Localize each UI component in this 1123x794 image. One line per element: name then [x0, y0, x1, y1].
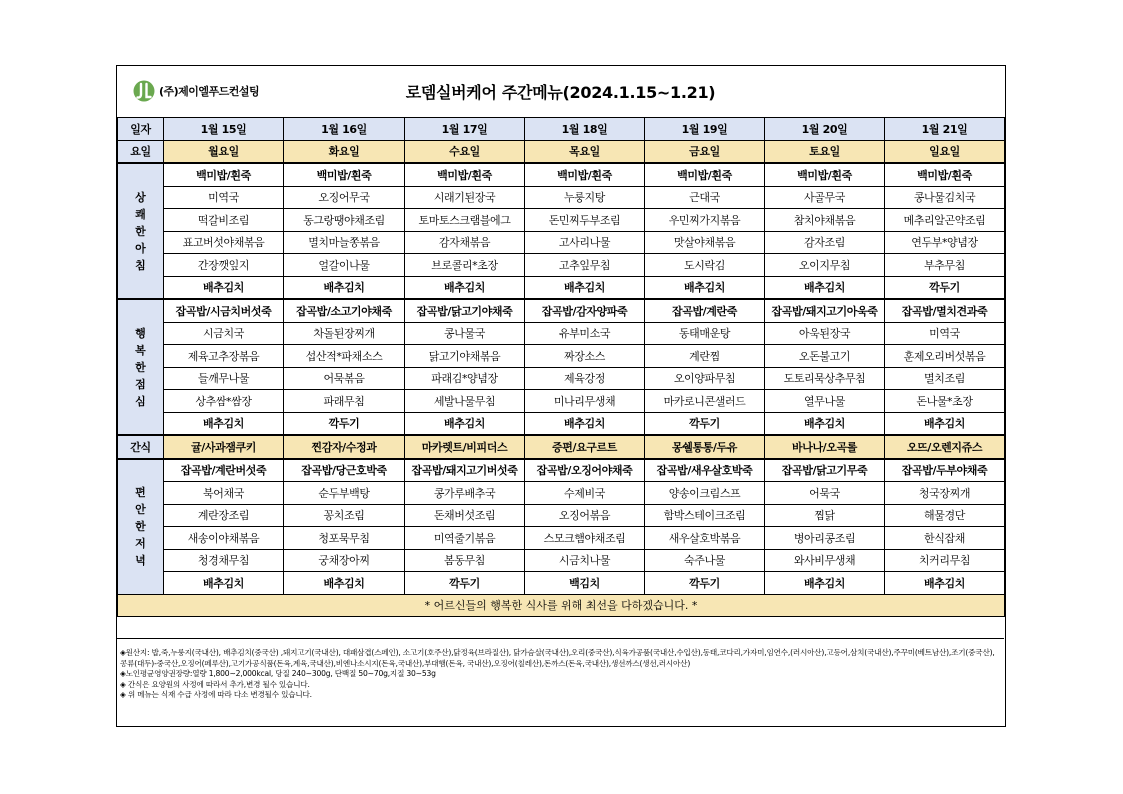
- breakfast-item: 콩나물김치국: [885, 186, 1005, 209]
- dinner-item: 스모크햄야채조림: [525, 527, 645, 550]
- breakfast-item: 백미밥/흰죽: [645, 163, 765, 186]
- weekday-cell: 토요일: [765, 140, 885, 163]
- date-cell: 1월 15일: [164, 118, 284, 141]
- lunch-item: 잡곡밥/멸치견과죽: [885, 299, 1005, 322]
- dinner-item: 궁채장아찌: [284, 549, 405, 572]
- dinner-item: 잡곡밥/새우살호박죽: [645, 459, 765, 482]
- dinner-item: 청국장찌개: [885, 482, 1005, 505]
- breakfast-item: 맛살야채볶음: [645, 231, 765, 254]
- breakfast-label: 상 쾌 한 아 침: [118, 163, 164, 299]
- lunch-item: 마카로니콘샐러드: [645, 390, 765, 413]
- breakfast-item: 배추김치: [405, 276, 525, 299]
- weekday-row: [118, 140, 1005, 163]
- lunch-item: 돈나물*초장: [885, 390, 1005, 413]
- note-change: ◈ 위 메뉴는 식재 수급 사정에 따라 다소 변경될수 있습니다.: [120, 690, 312, 699]
- lunch-item: 훈제오리버섯볶음: [885, 345, 1005, 368]
- dinner-item: 새우살호박볶음: [645, 527, 765, 550]
- lunch-item: 오이양파무침: [645, 367, 765, 390]
- dinner-item: 순두부백탕: [284, 482, 405, 505]
- dinner-item: 깍두기: [405, 572, 525, 595]
- note-origin: ◈원산지: 밥,죽,누룽지(국내산), 배추김치(중국산) ,돼지고기(국내산), 대패삼겹(스페인), 소고기(호주산),닭정육(브라질산), 닭가슴살(국내산),오리(중국산),식육가공품(국내산,수입산),동태,코다리,가자미,임연수,(러시아산),고등어,삼치(국내산),주꾸미(베트남산),조기(중국산),콩류(대두)-중국산,오징어(페루산),고기가공식품(돈육,계육,국내산),비엔나소시지(돈육,국내산),부대햄(돈육, 국내산),오징어(칠레산),돈까스(돈육,국내산),생선까스(생선,러시아산): [120, 648, 995, 668]
- lunch-item: 배추김치: [525, 412, 645, 435]
- date-cell: 1월 16일: [284, 118, 405, 141]
- dinner-item: 봄동무침: [405, 549, 525, 572]
- dinner-item: 함박스테이크조림: [645, 504, 765, 527]
- lunch-item: 미나리무생채: [525, 390, 645, 413]
- date-cell: 1월 18일: [525, 118, 645, 141]
- snack-item: 오뜨/오렌지쥬스: [885, 435, 1005, 459]
- lunch-item: 멸치조림: [885, 367, 1005, 390]
- lunch-item: 시금치국: [164, 322, 284, 345]
- weekday-cell: 금요일: [645, 140, 765, 163]
- dinner-item: 수제비국: [525, 482, 645, 505]
- note-nutrition: ◈노인평균영양권장량:열량 1,800~2,000kcal, 당질 240~300g, 단백질 50~70g,지질 30~53g: [120, 669, 436, 678]
- breakfast-item: 감자조림: [765, 231, 885, 254]
- dinner-item: 양송이크림스프: [645, 482, 765, 505]
- breakfast-item: 오징어무국: [284, 186, 405, 209]
- breakfast-item: 도시락김: [645, 254, 765, 277]
- dinner-label: 편 안 한 저 녁: [118, 459, 164, 595]
- dinner-item: 와사비무생채: [765, 549, 885, 572]
- snack-item: 증편/요구르트: [525, 435, 645, 459]
- lunch-row: [118, 390, 1005, 413]
- breakfast-item: 참치야채볶음: [765, 209, 885, 232]
- breakfast-item: 배추김치: [284, 276, 405, 299]
- date-label: 일자: [118, 118, 164, 141]
- date-cell: 1월 20일: [765, 118, 885, 141]
- lunch-item: 배추김치: [164, 412, 284, 435]
- lunch-item: 상추쌈*쌈장: [164, 390, 284, 413]
- breakfast-row: [118, 276, 1005, 299]
- sheet-header: [117, 66, 1004, 117]
- dinner-item: 깍두기: [645, 572, 765, 595]
- lunch-row: [118, 345, 1005, 368]
- breakfast-item: 얼갈이나물: [284, 254, 405, 277]
- lunch-item: 오돈불고기: [765, 345, 885, 368]
- lunch-row: [118, 322, 1005, 345]
- breakfast-row: [118, 209, 1005, 232]
- dinner-item: 배추김치: [885, 572, 1005, 595]
- breakfast-item: 떡갈비조림: [164, 209, 284, 232]
- snack-item: 마카렛트/비피더스: [405, 435, 525, 459]
- lunch-item: 잡곡밥/소고기야채죽: [284, 299, 405, 322]
- dinner-item: 시금치나물: [525, 549, 645, 572]
- lunch-item: 제육강정: [525, 367, 645, 390]
- dinner-item: 치커리무침: [885, 549, 1005, 572]
- dinner-item: 배추김치: [164, 572, 284, 595]
- breakfast-item: 오이지무침: [765, 254, 885, 277]
- dinner-row: [118, 504, 1005, 527]
- lunch-item: 세발나물무침: [405, 390, 525, 413]
- date-cell: 1월 21일: [885, 118, 1005, 141]
- breakfast-item: 근대국: [645, 186, 765, 209]
- dinner-item: 돈채버섯조림: [405, 504, 525, 527]
- menu-sheet: [116, 65, 1006, 727]
- breakfast-item: 사골무국: [765, 186, 885, 209]
- lunch-item: 깍두기: [284, 412, 405, 435]
- dinner-item: 잡곡밥/돼지고기버섯죽: [405, 459, 525, 482]
- lunch-item: 배추김치: [885, 412, 1005, 435]
- breakfast-item: 미역국: [164, 186, 284, 209]
- dinner-item: 어묵국: [765, 482, 885, 505]
- dinner-item: 백김치: [525, 572, 645, 595]
- dinner-item: 잡곡밥/오징어야채죽: [525, 459, 645, 482]
- company-name: (주)제이엘푸드컨설팅: [159, 85, 260, 98]
- breakfast-item: 부추무침: [885, 254, 1005, 277]
- weekday-cell: 화요일: [284, 140, 405, 163]
- lunch-label: 행 복 한 점 심: [118, 299, 164, 435]
- dinner-item: 배추김치: [284, 572, 405, 595]
- lunch-item: 배추김치: [405, 412, 525, 435]
- lunch-item: 도토리묵상추무침: [765, 367, 885, 390]
- dinner-item: 숙주나물: [645, 549, 765, 572]
- dinner-row: [118, 572, 1005, 595]
- breakfast-row: [118, 254, 1005, 277]
- lunch-item: 들깨무나물: [164, 367, 284, 390]
- breakfast-item: 배추김치: [645, 276, 765, 299]
- lunch-item: 계란찜: [645, 345, 765, 368]
- breakfast-item: 간장깻잎지: [164, 254, 284, 277]
- snack-item: 찐감자/수정과: [284, 435, 405, 459]
- dinner-item: 새송이야채볶음: [164, 527, 284, 550]
- dinner-item: 청경채무침: [164, 549, 284, 572]
- dinner-item: 콩가루배추국: [405, 482, 525, 505]
- snack-label: 간식: [118, 435, 164, 459]
- dinner-item: 잡곡밥/닭고기무죽: [765, 459, 885, 482]
- lunch-item: 깍두기: [645, 412, 765, 435]
- lunch-item: 어묵볶음: [284, 367, 405, 390]
- weekday-label: 요일: [118, 140, 164, 163]
- breakfast-row: [118, 231, 1005, 254]
- lunch-item: 차돌된장찌개: [284, 322, 405, 345]
- note-snack: ◈ 간식은 요양원의 사정에 따라서 추가,변경 될수 있습니다.: [120, 679, 310, 689]
- lunch-item: 섭산적*파채소스: [284, 345, 405, 368]
- breakfast-item: 배추김치: [164, 276, 284, 299]
- breakfast-row: [118, 163, 1005, 186]
- breakfast-item: 감자채볶음: [405, 231, 525, 254]
- breakfast-item: 백미밥/흰죽: [885, 163, 1005, 186]
- breakfast-item: 백미밥/흰죽: [405, 163, 525, 186]
- breakfast-item: 백미밥/흰죽: [525, 163, 645, 186]
- snack-item: 바나나/오곡롤: [765, 435, 885, 459]
- dinner-item: 병아리콩조림: [765, 527, 885, 550]
- breakfast-item: 표고버섯야채볶음: [164, 231, 284, 254]
- weekday-cell: 수요일: [405, 140, 525, 163]
- breakfast-item: 깍두기: [885, 276, 1005, 299]
- breakfast-item: 고추잎무침: [525, 254, 645, 277]
- dinner-item: 한식잡채: [885, 527, 1005, 550]
- breakfast-item: 멸치마늘쫑볶음: [284, 231, 405, 254]
- lunch-item: 제육고추장볶음: [164, 345, 284, 368]
- footer-message-row: [118, 594, 1005, 617]
- weekly-menu-table: [117, 117, 1005, 617]
- dinner-row: [118, 527, 1005, 550]
- lunch-row: [118, 367, 1005, 390]
- lunch-item: 동태매운탕: [645, 322, 765, 345]
- dinner-item: 계란장조림: [164, 504, 284, 527]
- weekday-cell: 목요일: [525, 140, 645, 163]
- dinner-item: 잡곡밥/당근호박죽: [284, 459, 405, 482]
- lunch-row: [118, 299, 1005, 322]
- breakfast-item: 백미밥/흰죽: [164, 163, 284, 186]
- dinner-item: 찜닭: [765, 504, 885, 527]
- dinner-row: [118, 549, 1005, 572]
- lunch-item: 잡곡밥/돼지고기아욱죽: [765, 299, 885, 322]
- breakfast-item: 누룽지탕: [525, 186, 645, 209]
- breakfast-item: 브로콜리*초장: [405, 254, 525, 277]
- lunch-row: [118, 412, 1005, 435]
- breakfast-item: 배추김치: [525, 276, 645, 299]
- breakfast-item: 우민찌가지볶음: [645, 209, 765, 232]
- lunch-item: 아욱된장국: [765, 322, 885, 345]
- weekday-cell: 월요일: [164, 140, 284, 163]
- snack-item: 귤/사과잼쿠키: [164, 435, 284, 459]
- breakfast-item: 연두부*양념장: [885, 231, 1005, 254]
- dinner-item: 배추김치: [765, 572, 885, 595]
- lunch-item: 콩나물국: [405, 322, 525, 345]
- notes-section: [117, 638, 1004, 724]
- breakfast-item: 시래기된장국: [405, 186, 525, 209]
- lunch-item: 배추김치: [765, 412, 885, 435]
- lunch-item: 짜장소스: [525, 345, 645, 368]
- page-title: 로뎀실버케어 주간메뉴(2024.1.15~1.21): [405, 83, 716, 102]
- breakfast-item: 백미밥/흰죽: [765, 163, 885, 186]
- lunch-item: 유부미소국: [525, 322, 645, 345]
- footer-message: * 어르신들의 행복한 식사를 위해 최선을 다하겠습니다. *: [118, 594, 1005, 617]
- lunch-item: 잡곡밥/닭고기야채죽: [405, 299, 525, 322]
- date-cell: 1월 17일: [405, 118, 525, 141]
- dinner-item: 해물경단: [885, 504, 1005, 527]
- snack-item: 몽쉘통통/두유: [645, 435, 765, 459]
- dinner-item: 꽁치조림: [284, 504, 405, 527]
- dinner-item: 잡곡밥/계란버섯죽: [164, 459, 284, 482]
- lunch-item: 미역국: [885, 322, 1005, 345]
- weekday-cell: 일요일: [885, 140, 1005, 163]
- dinner-row: [118, 482, 1005, 505]
- lunch-item: 열무나물: [765, 390, 885, 413]
- breakfast-item: 메추리알곤약조림: [885, 209, 1005, 232]
- breakfast-item: 고사리나물: [525, 231, 645, 254]
- snack-row: [118, 435, 1005, 459]
- breakfast-item: 백미밥/흰죽: [284, 163, 405, 186]
- breakfast-item: 돈민찌두부조림: [525, 209, 645, 232]
- lunch-item: 닭고기야채볶음: [405, 345, 525, 368]
- lunch-item: 잡곡밥/감자양파죽: [525, 299, 645, 322]
- dinner-item: 잡곡밥/두부야채죽: [885, 459, 1005, 482]
- breakfast-item: 토마토스크램블에그: [405, 209, 525, 232]
- breakfast-item: 배추김치: [765, 276, 885, 299]
- lunch-item: 파래무침: [284, 390, 405, 413]
- lunch-item: 잡곡밥/시금치버섯죽: [164, 299, 284, 322]
- lunch-item: 파래김*양념장: [405, 367, 525, 390]
- breakfast-row: [118, 186, 1005, 209]
- dinner-item: 미역줄기볶음: [405, 527, 525, 550]
- dinner-item: 청포묵무침: [284, 527, 405, 550]
- lunch-item: 잡곡밥/계란죽: [645, 299, 765, 322]
- dinner-row: [118, 459, 1005, 482]
- date-row: [118, 118, 1005, 141]
- dinner-item: 오징어볶음: [525, 504, 645, 527]
- dinner-item: 북어채국: [164, 482, 284, 505]
- date-cell: 1월 19일: [645, 118, 765, 141]
- breakfast-item: 동그랑땡야채조림: [284, 209, 405, 232]
